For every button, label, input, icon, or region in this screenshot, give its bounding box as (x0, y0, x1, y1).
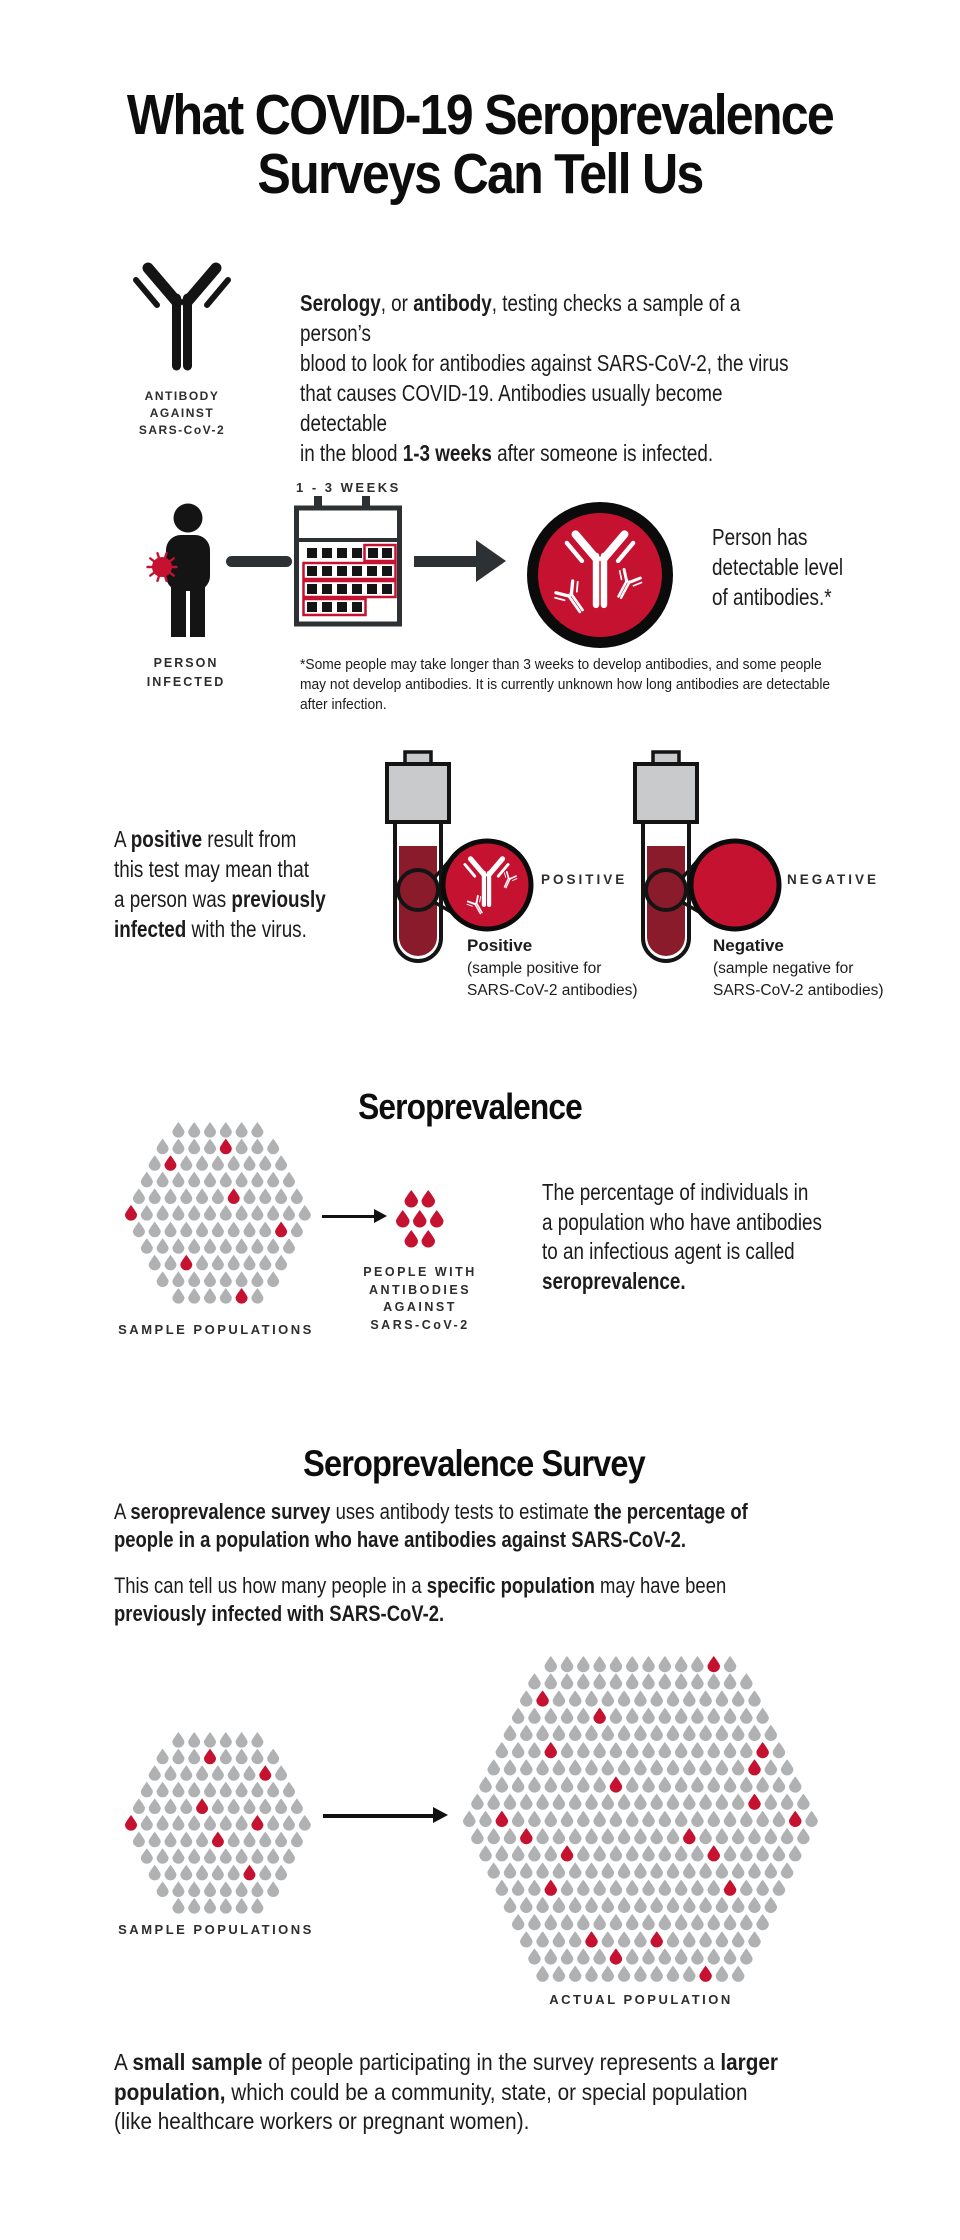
actual-population-hexagon (463, 1656, 818, 1987)
detectable-antibodies-icon (527, 502, 673, 648)
negative-caption-title: Negative (713, 936, 784, 955)
positive-caption-title: Positive (467, 936, 533, 955)
serology-paragraph: Serology, or antibody, testing checks a sample of a person’s blood to look for antibodies against SARS-CoV-2, the virus that causes COVID-19. Antibodies usually become detectable in the blood 1-3 weeks after someone is infected. (300, 290, 789, 466)
antibody-people-cluster (396, 1190, 444, 1253)
positive-label: POSITIVE (541, 872, 628, 887)
survey-paragraph-2: This can tell us how many people in a specific population may have been previously infected with SARS-CoV-2. (114, 1573, 727, 1626)
seroprevalence-definition: The percentage of individuals in a population who have antibodies to an infectious agent is called seroprevalence. (542, 1179, 822, 1294)
negative-caption-lines: (sample negative for SARS-CoV-2 antibodies) (713, 960, 884, 999)
calendar-icon (294, 496, 402, 628)
sample-population-hexagon-1 (125, 1122, 311, 1309)
survey-paragraph-1: A seroprevalence survey uses antibody tests to estimate the percentage of people in a population who have antibodies against SARS-CoV-2. (114, 1499, 748, 1552)
page-title-line-1: What COVID-19 Seroprevalence (126, 83, 834, 147)
arrow-sample-to-cluster-head (374, 1209, 387, 1223)
arrow-sample-to-actual-head (433, 1807, 448, 1823)
page-title (58, 83, 903, 206)
antibody-people-label: PEOPLE WITH ANTIBODIES AGAINST SARS-CoV-2 (363, 1265, 477, 1332)
positive-caption (467, 934, 638, 1002)
sample-populations-label-2: SAMPLE POPULATIONS (118, 1922, 314, 1937)
actual-population-label: ACTUAL POPULATION (549, 1992, 733, 2007)
arrow-sample-to-cluster (322, 1215, 376, 1218)
negative-label: NEGATIVE (787, 872, 880, 887)
detectable-antibodies-text: Person has detectable level of antibodies.* (712, 524, 844, 610)
weeks-label: 1 - 3 WEEKS (296, 480, 401, 495)
sample-population-hexagon-2 (125, 1732, 311, 1919)
arrow-person-to-calendar (226, 556, 292, 567)
antibody-icon (132, 262, 232, 378)
negative-caption (713, 934, 884, 1002)
antibody-footnote: *Some people may take longer than 3 weeks to develop antibodies, and some people may not develop antibodies. It is currently unknown how long antibodies are detectable after infection. (300, 656, 831, 713)
seroprevalence-heading: Seroprevalence (358, 1086, 582, 1127)
arrow-calendar-to-result (414, 556, 478, 567)
antibody-icon-label: ANTIBODY AGAINST SARS-CoV-2 (138, 389, 226, 437)
arrow-sample-to-actual (323, 1814, 435, 1818)
person-infected-icon (146, 503, 226, 643)
page-title-line-2: Surveys Can Tell Us (257, 142, 703, 206)
sample-populations-label-1: SAMPLE POPULATIONS (118, 1322, 314, 1337)
arrow-calendar-to-result-head (476, 540, 506, 582)
positive-result-paragraph: A positive result from this test may mean that a person was previously infected with the virus. (114, 826, 326, 942)
person-infected-label: PERSON INFECTED (146, 656, 226, 689)
survey-heading: Seroprevalence Survey (303, 1443, 645, 1484)
positive-caption-lines: (sample positive for SARS-CoV-2 antibodies) (467, 960, 638, 999)
survey-paragraph-3: A small sample of people participating in the survey represents a larger population, which could be a community, state, or special population (like healthcare workers or pregnant women). (114, 2049, 778, 2134)
